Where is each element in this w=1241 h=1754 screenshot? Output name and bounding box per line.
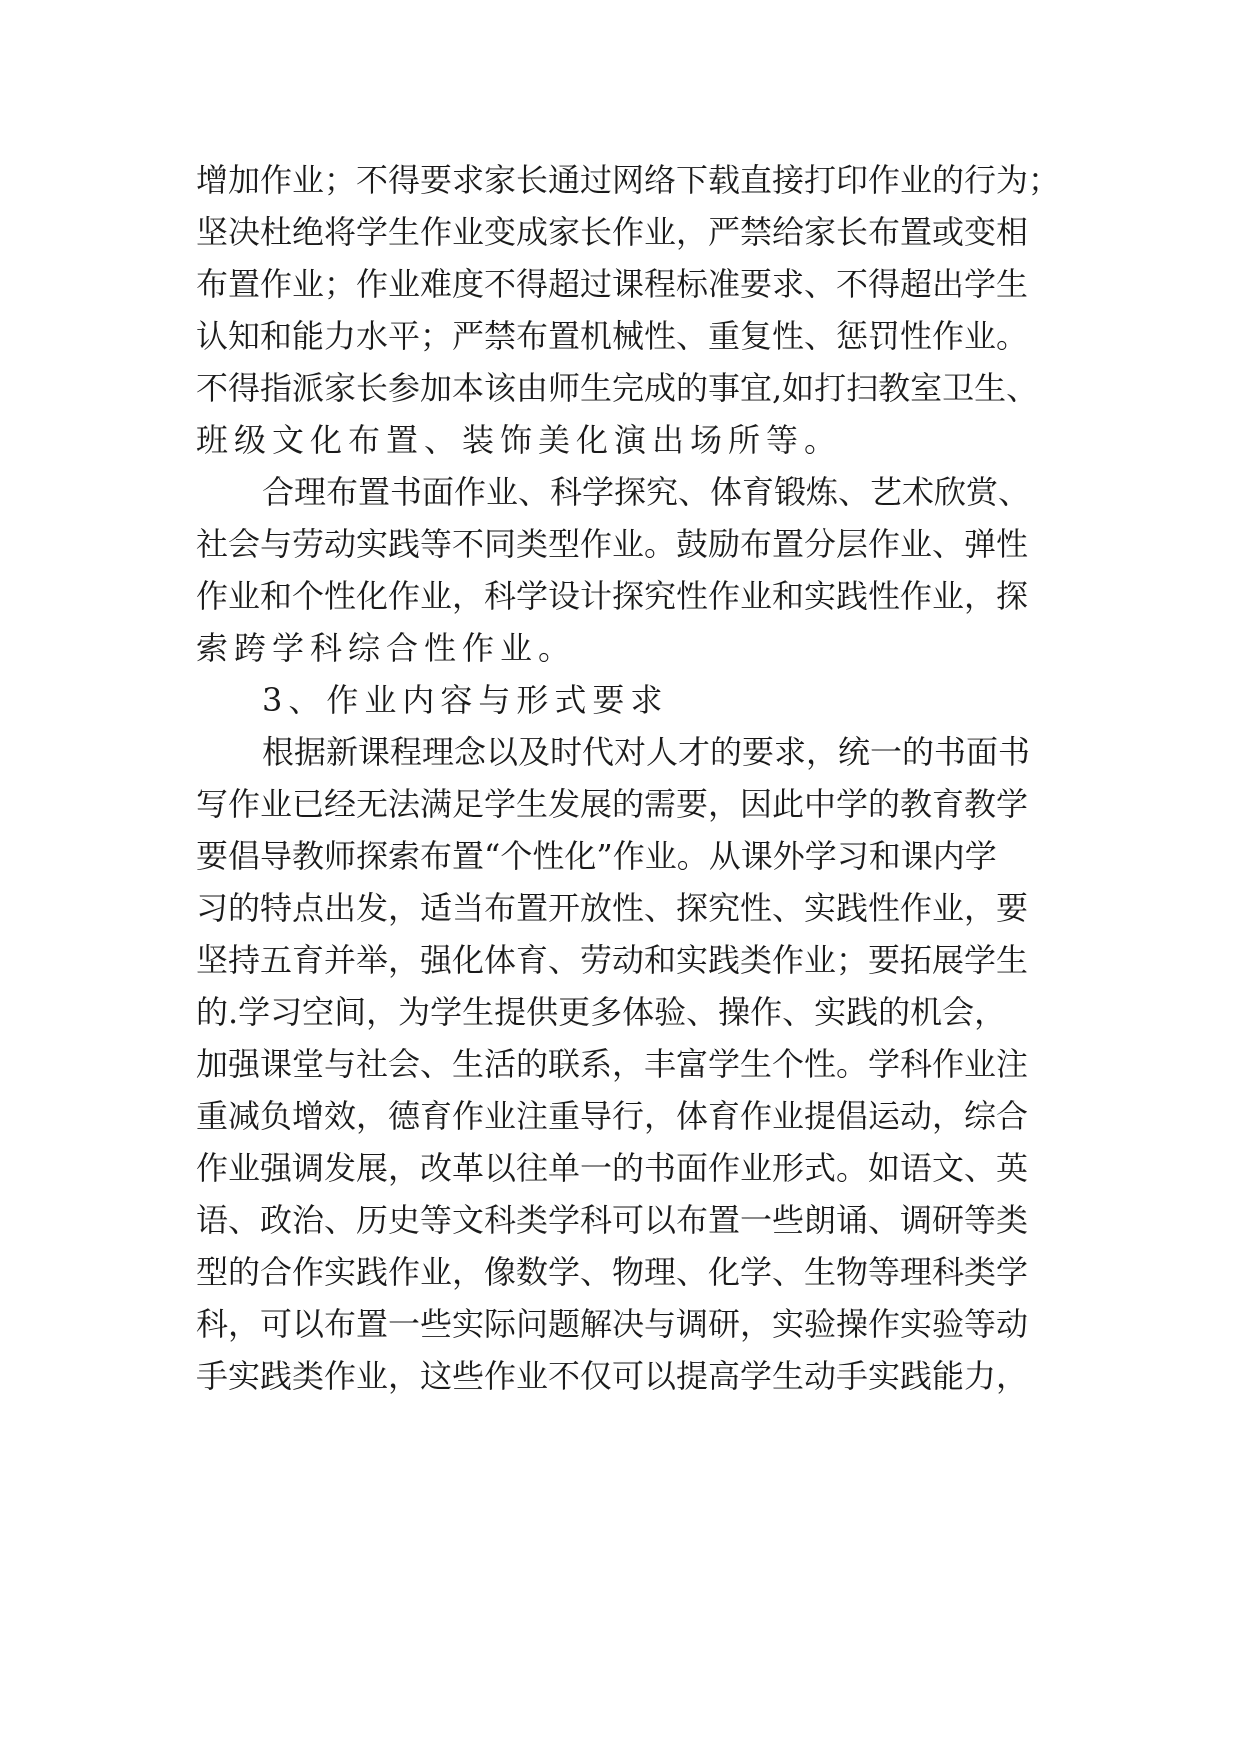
paragraph-3-line-4: 习的特点出发，适当布置开放性、探究性、实践性作业，要 (196, 889, 1029, 927)
paragraph-3-line-3: 要倡导教师探索布置“个性化”作业。从课外学习和课内学 (196, 837, 997, 875)
paragraph-3-line-2: 写作业已经无法满足学生发展的需要，因此中学的教育教学 (196, 785, 1029, 823)
paragraph-2-line-4: 索跨学科综合性作业。 (196, 629, 577, 667)
paragraph-3-line-1: 根据新课程理念以及时代对人才的要求，统一的书面书 (262, 733, 1031, 771)
paragraph-3-line-5: 坚持五育并举，强化体育、劳动和实践类作业；要拓展学生 (196, 941, 1029, 979)
paragraph-3-line-8: 重减负增效，德育作业注重导行，体育作业提倡运动，综合 (196, 1097, 1029, 1135)
paragraph-3-line-7: 加强课堂与社会、生活的联系，丰富学生个性。学科作业注 (196, 1045, 1029, 1083)
paragraph-3-line-6: 的.学习空间，为学生提供更多体验、操作、实践的机会， (196, 993, 1007, 1031)
paragraph-3-line-9: 作业强调发展，改革以往单一的书面作业形式。如语文、英 (196, 1149, 1029, 1187)
paragraph-2-line-2: 社会与劳动实践等不同类型作业。鼓励布置分层作业、弹性 (196, 525, 1029, 563)
paragraph-1-line-6: 班级文化布置、装饰美化演出场所等。 (196, 421, 843, 459)
section-heading-3: 3、作业内容与形式要求 (262, 681, 669, 719)
paragraph-3-line-10: 语、政治、历史等文科类学科可以布置一些朗诵、调研等类 (196, 1201, 1029, 1239)
paragraph-2-line-3: 作业和个性化作业，科学设计探究性作业和实践性作业，探 (196, 577, 1029, 615)
paragraph-1-line-5: 不得指派家长参加本该由师生完成的事宜,如打扫教室卫生、 (196, 369, 1039, 407)
paragraph-3-line-12: 科，可以布置一些实际问题解决与调研，实验操作实验等动 (196, 1305, 1029, 1343)
paragraph-3-line-13: 手实践类作业，这些作业不仅可以提高学生动手实践能力， (196, 1357, 1029, 1395)
paragraph-1-line-3: 布置作业；作业难度不得超过课程标准要求、不得超出学生 (196, 265, 1029, 303)
paragraph-1-line-4: 认知和能力水平；严禁布置机械性、重复性、惩罚性作业。 (196, 317, 1029, 355)
paragraph-1-line-2: 坚决杜绝将学生作业变成家长作业，严禁给家长布置或变相 (196, 213, 1029, 251)
paragraph-1-line-1: 增加作业；不得要求家长通过网络下载直接打印作业的行为； (196, 161, 1061, 199)
paragraph-3-line-11: 型的合作实践作业，像数学、物理、化学、生物等理科类学 (196, 1253, 1029, 1291)
paragraph-2-line-1: 合理布置书面作业、科学探究、体育锻炼、艺术欣赏、 (262, 473, 1031, 511)
